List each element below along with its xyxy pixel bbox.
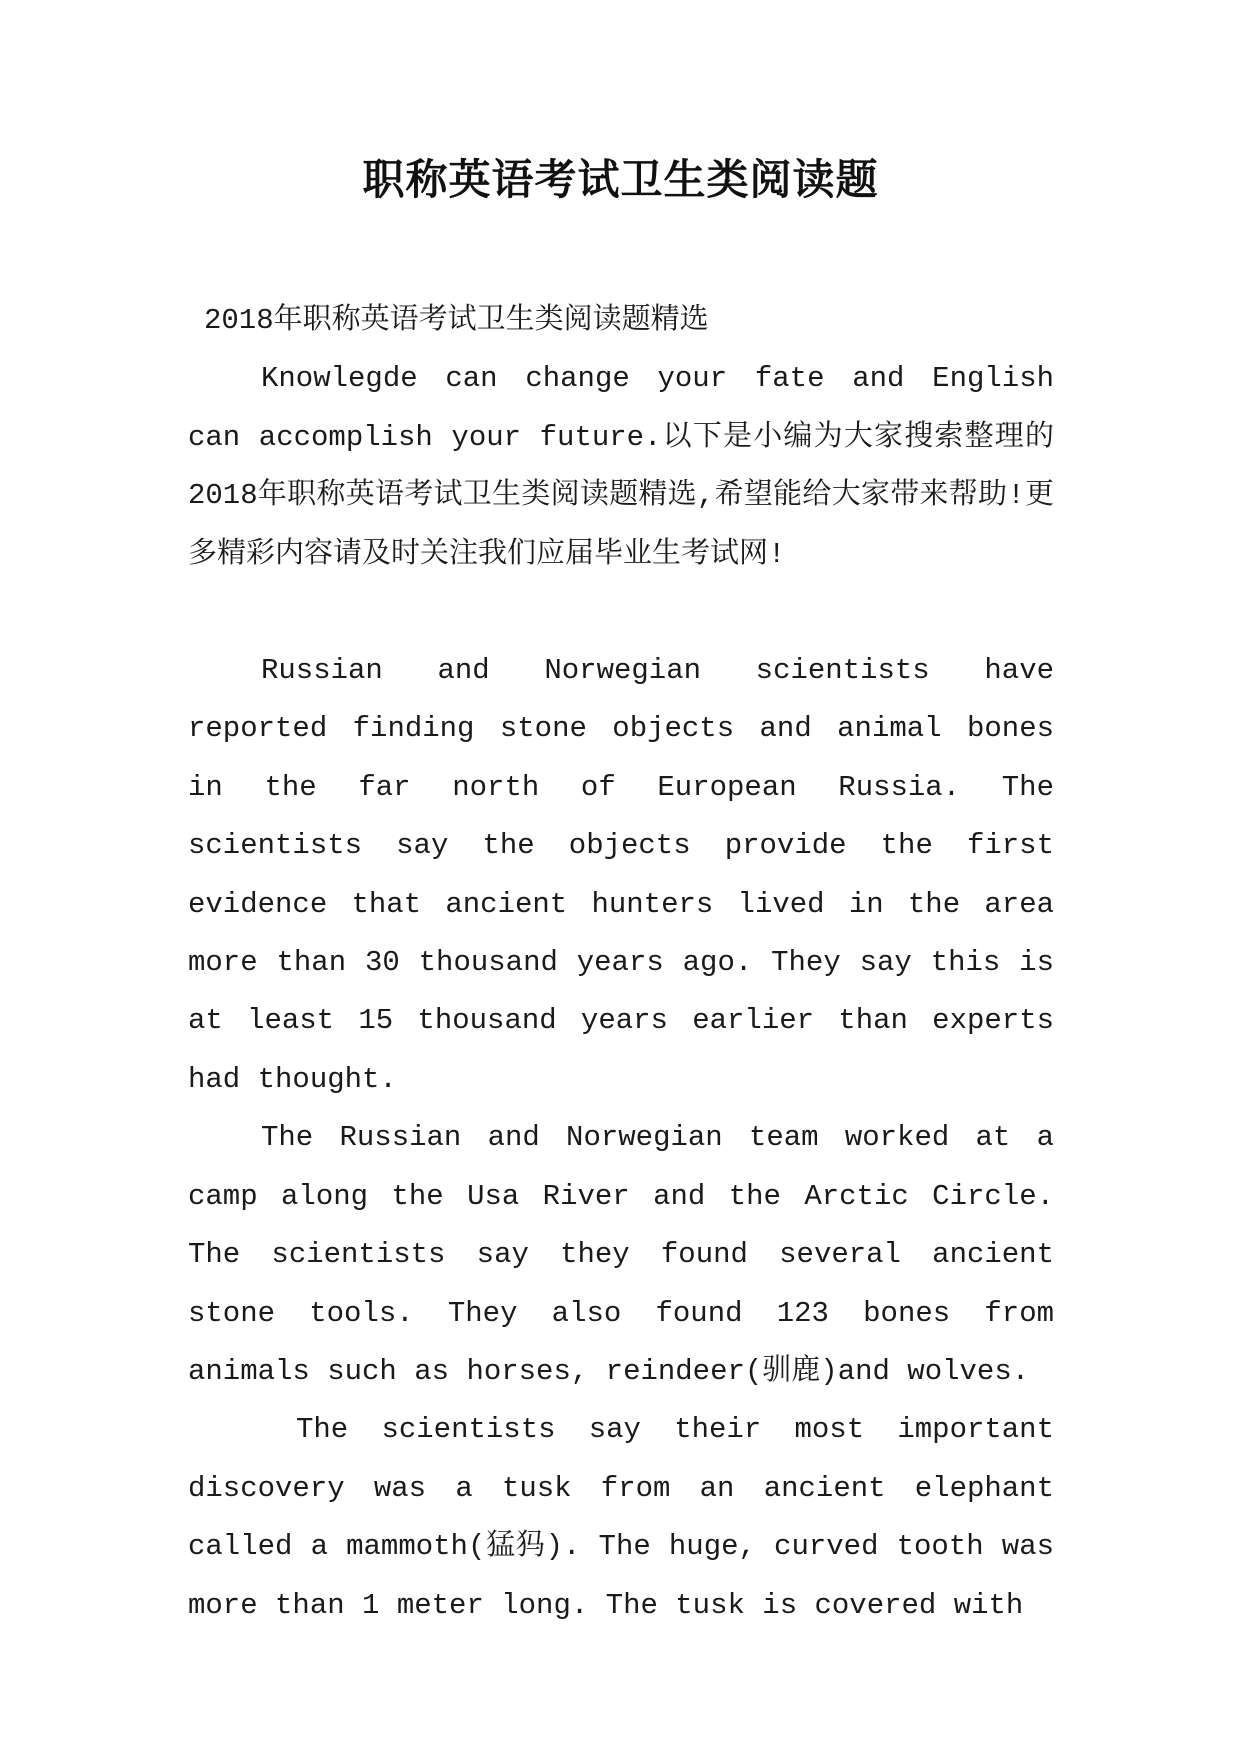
document-title: 职称英语考试卫生类阅读题 [362, 155, 879, 204]
body-paragraph-1: Russian and Norwegian scientists have reported finding stone objects and animal bones in the far north of European Russia. The scientists say the objects provide the first evidence that ancient hunters lived in the area more than 30 thousand years ago. They say this is at least 15 thousand years earlier than experts had thought. [188, 654, 1054, 1096]
body-paragraph-3: The scientists say their most important discovery was a tusk from an ancient elephant called a mammoth(猛犸). The huge, curved tooth was more than 1 meter long. The tusk is covered with [188, 1413, 1054, 1622]
body-paragraph-2: The Russian and Norwegian team worked at a camp along the Usa River and the Arctic Circle. The scientists say they found several ancient stone tools. They also found 123 bones from animals such as horses, reindeer(驯鹿)and wolves. [188, 1121, 1054, 1388]
intro-paragraph: Knowlegde can change your fate and English can accomplish your future.以下是小编为大家搜索整理的2018年职称英语考试卫生类阅读题精选,希望能给大家带来帮助!更多精彩内容请及时关注我们应届毕业生考试网! [188, 362, 1054, 571]
document-body [188, 292, 1054, 1635]
paragraph-spacer [188, 584, 1054, 642]
document-subtitle: 2018年职称英语考试卫生类阅读题精选 [204, 304, 709, 337]
